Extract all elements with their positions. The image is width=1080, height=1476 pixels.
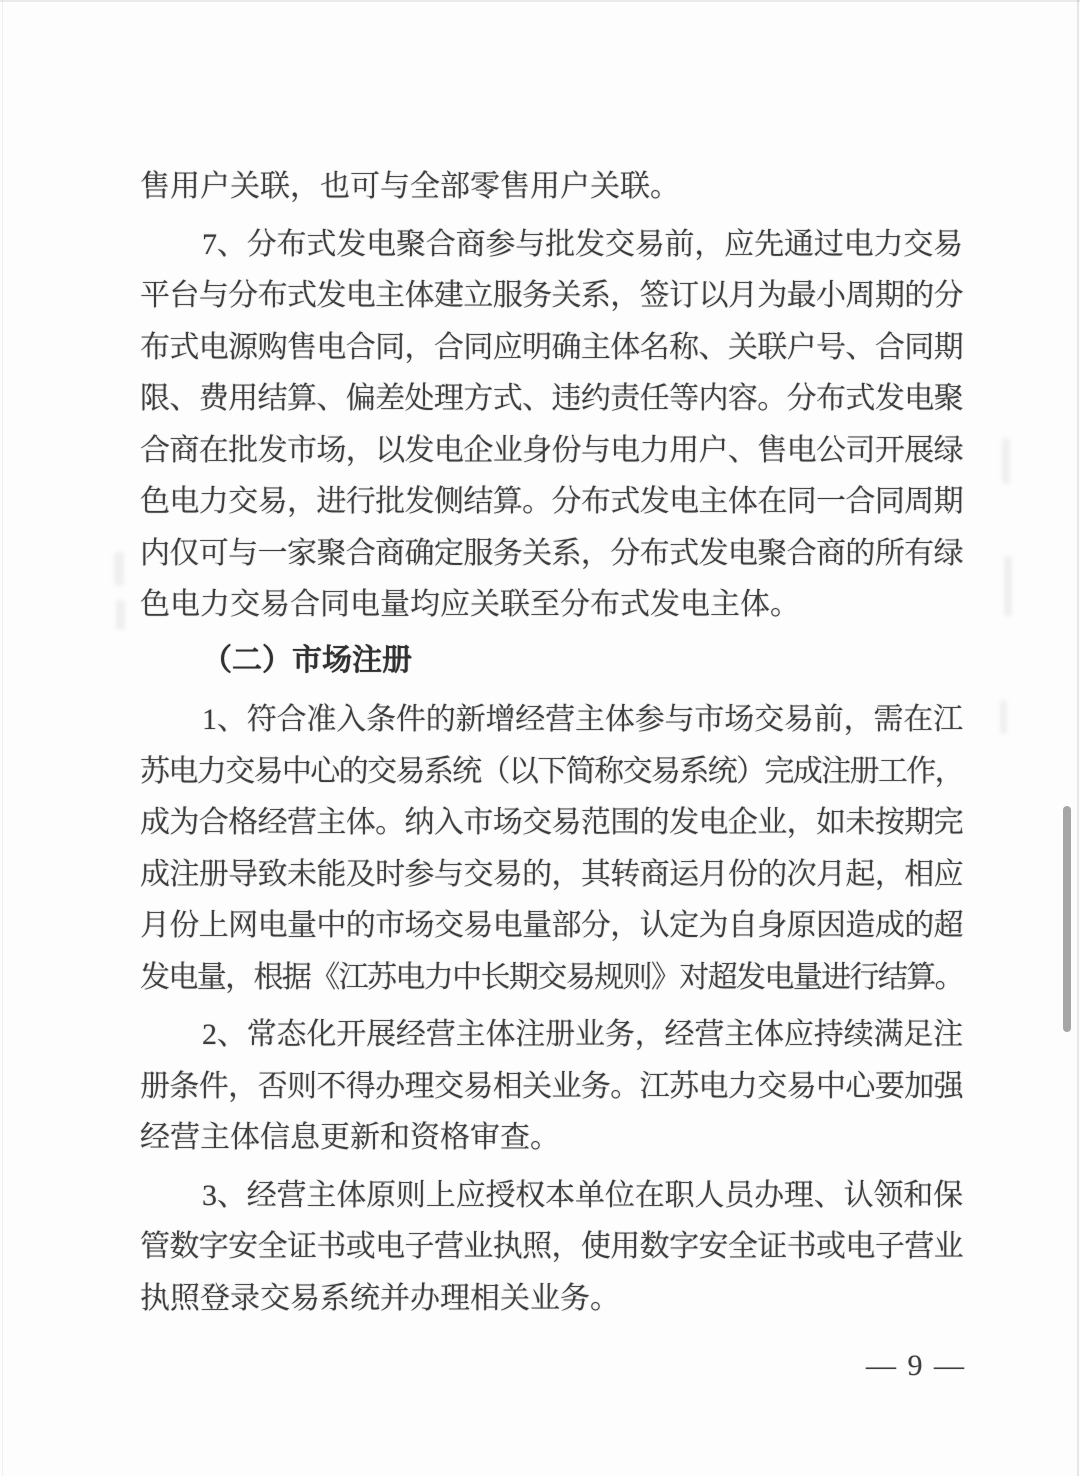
scan-smudge [1002,438,1010,484]
scrollbar-thumb[interactable] [1063,806,1071,1032]
text-line [140,797,963,849]
text-line-content: 色电力交易，进行批发侧结算。分布式发电主体在同一合同周期 [140,485,963,518]
text-line [140,322,963,374]
text-line-content: 苏电力交易中心的交易系统（以下简称交易系统）完成注册工作， [140,754,963,788]
text-line-content: 3、经营主体原则上应授权本单位在职人员办理、认领和保 [202,1178,963,1212]
text-line [140,373,963,425]
text-line-content: 7、分布式发电聚合商参与批发交易前，应先通过电力交易 [202,227,963,261]
text-line [140,746,963,798]
text-line-content: 售用户关联，也可与全部零售用户关联。 [140,170,680,203]
text-line-content: 2、常态化开展经营主体注册业务，经营主体应持续满足注 [202,1018,963,1051]
text-line-content: 布式电源购售电合同，合同应明确主体名称、关联户号、合同期 [140,330,963,364]
text-line [140,1112,963,1164]
text-line [140,425,963,477]
text-line [140,476,963,528]
text-line [140,528,963,580]
page-left-edge [2,0,3,1476]
scan-smudge [1004,556,1012,616]
text-line [140,849,963,901]
text-line [140,579,963,631]
page-number: — 9 — [866,1349,966,1382]
section-heading [140,635,963,687]
text-line-content: 成为合格经营主体。纳入市场交易范围的发电企业，如未按期完 [140,806,963,839]
text-line-content: 册条件，否则不得办理交易相关业务。江苏电力交易中心要加强 [140,1069,963,1103]
text-line-content: 平台与分布式发电主体建立服务关系，签订以月为最小周期的分 [140,279,963,312]
text-line [140,1273,963,1325]
text-line-content: 发电量，根据《江苏电力中长期交易规则》对超发电量进行结算。 [140,960,963,994]
text-line [140,952,963,1004]
text-line [140,1221,963,1273]
text-line [140,219,963,271]
text-line-content: 月份上网电量中的市场交易电量部分，认定为自身原因造成的超 [140,909,963,942]
text-line [140,900,963,952]
page-right-edge [1077,0,1079,1476]
text-line-content: （二）市场注册 [202,643,412,677]
text-line-content: 执照登录交易系统并办理相关业务。 [140,1281,620,1315]
text-line-content: 内仅可与一家聚合商确定服务关系，分布式发电聚合商的所有绿 [140,536,963,570]
text-line [140,694,963,746]
scrollbar-track[interactable] [1059,0,1076,1476]
text-line [140,1009,963,1061]
text-line-content: 色电力交易合同电量均应关联至分布式发电主体。 [140,588,800,621]
page-top-edge [0,0,1080,2]
scan-smudge [1000,700,1007,734]
scan-smudge [116,600,125,630]
text-line [140,161,963,213]
text-line-content: 1、符合准入条件的新增经营主体参与市场交易前，需在江 [202,703,963,736]
text-line-content: 限、费用结算、偏差处理方式、违约责任等内容。分布式发电聚 [140,382,963,415]
text-line-content: 经营主体信息更新和资格审查。 [140,1121,560,1154]
text-line-content: 合商在批发市场，以发电企业身份与电力用户、售电公司开展绿 [140,433,963,467]
text-line [140,270,963,322]
text-line-content: 管数字安全证书或电子营业执照，使用数字安全证书或电子营业 [140,1230,963,1263]
text-line [140,1061,963,1113]
scan-smudge [114,552,124,586]
text-line-content: 成注册导致未能及时参与交易的，其转商运月份的次月起，相应 [140,857,963,891]
text-line [140,1170,963,1222]
document-body [140,161,963,1324]
